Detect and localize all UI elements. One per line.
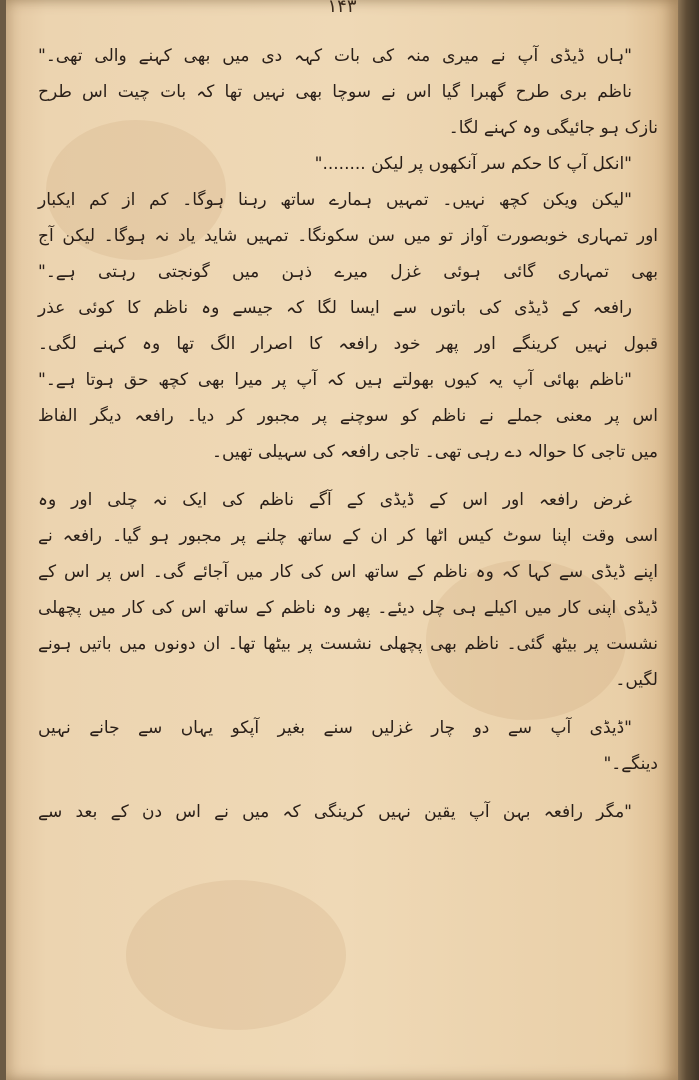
text-line: ڈیڈی اپنی کار میں اکیلے ہی چل دیئے۔ پھر وہ ناظم کے ساتھ اس کی کار میں پچھلی: [38, 598, 658, 618]
text-line: غرض رافعہ اور اس کے ڈیڈی کے آگے ناظم کی ایک نہ چلی اور وہ: [38, 490, 632, 510]
paper-stain: [126, 880, 346, 1030]
book-page: [6, 0, 678, 1080]
paragraph-gap: [34, 698, 662, 710]
text-line: "مگر رافعہ بہن آپ یقین نہیں کرینگی کہ میں نے اس دن کے بعد سے: [38, 802, 632, 822]
paragraph-gap: [34, 470, 662, 482]
text-line: بھی تمہاری گائی ہوئی غزل میرے ذہن میں گونجتی رہتی ہے۔": [38, 262, 658, 282]
text-line: ناظم بری طرح گھبرا گیا اس نے سوچا بھی نہیں تھا کہ بات چیت اس طرح: [38, 82, 632, 102]
text-line: نشست پر بیٹھ گئی۔ ناظم بھی پچھلی نشست پر بیٹھا تھا۔ ان دونوں میں باتیں ہونے: [38, 634, 658, 654]
text-line: اور تمہاری خوبصورت آواز تو میں سن سکونگا۔ تمہیں شاید یاد نہ ہوگا۔ لیکن آج: [38, 226, 658, 246]
paragraph-gap: [34, 782, 662, 794]
book-spine-edge: [678, 0, 699, 1080]
text-line: "لیکن ویکن کچھ نہیں۔ تمہیں ہمارے ساتھ رہنا ہوگا۔ کم از کم ایکبار: [38, 190, 632, 210]
text-line: "ڈیڈی آپ سے دو چار غزلیں سنے بغیر آپکو یہاں سے جانے نہیں: [38, 718, 632, 738]
text-line: "انکل آپ کا حکم سر آنکھوں پر لیکن ........": [314, 154, 632, 174]
text-line: قبول نہیں کرینگے اور پھر خود رافعہ کا اصرار الگ تھا وہ کہنے لگی۔: [38, 334, 658, 354]
text-line: رافعہ کے ڈیڈی کی باتوں سے ایسا لگا کہ جیسے وہ ناظم کا کوئی عذر: [38, 298, 632, 318]
text-line: اس پر معنی جملے نے ناظم کو سوچنے پر مجبور کر دیا۔ رافعہ دیگر الفاظ: [38, 406, 658, 426]
text-line: اسی وقت اپنا سوٹ کیس اٹھا کر ان کے ساتھ چلنے پر مجبور ہو گیا۔ رافعہ نے: [38, 526, 658, 546]
text-line: اپنے ڈیڈی سے کہا کہ وہ ناظم کے ساتھ اس کی کار میں آجائے گی۔ اس پر اس کے: [38, 562, 658, 582]
text-line: میں تاجی کا حوالہ دے رہی تھی۔ تاجی رافعہ کی سہیلی تھیں۔: [211, 442, 658, 462]
text-line: "ناظم بھائی آپ یہ کیوں بھولتے ہیں کہ آپ پر میرا بھی کچھ حق ہوتا ہے۔": [38, 370, 632, 390]
text-line: "ہاں ڈیڈی آپ نے میری منہ کی بات کہہ دی میں بھی کہنے والی تھی۔": [38, 46, 632, 66]
urdu-text-body: [34, 38, 662, 830]
text-line: دینگے۔": [603, 754, 658, 774]
text-line: لگیں۔: [615, 670, 658, 690]
page-number: ۱۴۳: [327, 0, 357, 17]
text-line: نازک ہو جائیگی وہ کہنے لگا۔: [448, 118, 658, 138]
